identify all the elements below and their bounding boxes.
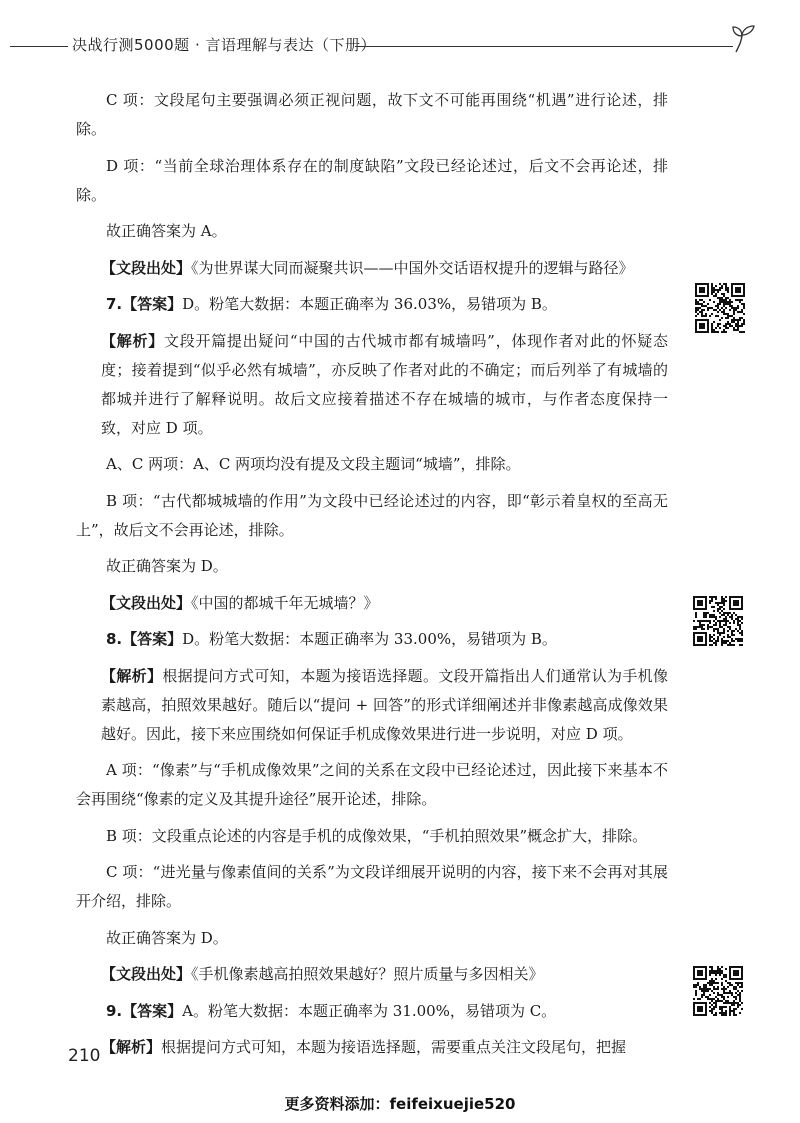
qr-code-icon[interactable] [693,596,743,646]
analysis-paragraph: 【解析】文段开篇提出疑问“中国的古代城市都有城墙吗”，体现作者对此的怀疑态度；接着提到“似乎必然有城墙”，亦反映了作者对此的不确定；而后列举了有城墙的都城并进行了解释说明。故后文应接着描述不存在城墙的城市，与作者态度保持一致，对应 D 项。 [101,331,668,437]
analysis-paragraph: 【解析】根据提问方式可知，本题为接语选择题，需要重点关注文段尾句，把握 [101,1038,627,1056]
source-label: 【文段出处】 [101,593,192,612]
source-line: 【文段出处】《为世界谋大同而凝聚共识——中国外交话语权提升的逻辑与路径》 [101,258,634,277]
paragraph: A、C 两项：A、C 两项均没有提及文段主题词“城墙”，排除。 [106,455,521,473]
answer-label: 7.【答案】 [106,295,183,313]
paragraph: 故正确答案为 D。 [106,928,228,947]
paragraph: C 项：文段尾句主要强调必须正视问题，故下文不可能再围绕“机遇”进行论述，排除。 [76,91,668,138]
source-label: 【文段出处】 [101,258,192,277]
paragraph: 故正确答案为 A。 [106,222,227,240]
header-title: 决战行测5000题 · 言语理解与表达（下册） [72,36,376,54]
paragraph: A 项：“像素”与“手机成像效果”之间的关系在文段中已经论述过，因此接下来基本不会再围绕“像素的定义及其提升途径”展开论述，排除。 [76,761,668,808]
answer-label: 8.【答案】 [106,630,183,648]
analysis-label: 【解析】 [101,331,164,350]
paragraph: B 项：“古代都城城墙的作用”为文段中已经论述过的内容，即“彰示着皇权的至高无上”，故后文不会再论述，排除。 [76,491,668,539]
answer-line: 7.【答案】D。粉笔大数据：本题正确率为 36.03%，易错项为 B。 [106,295,557,313]
analysis-label: 【解析】 [101,1038,162,1056]
answer-line: 9.【答案】A。粉笔大数据：本题正确率为 31.00%，易错项为 C。 [106,1001,557,1020]
paragraph: B 项：文段重点论述的内容是手机的成像效果，“手机拍照效果”概念扩大，排除。 [106,826,648,845]
paragraph: 故正确答案为 D。 [106,557,228,575]
paragraph: C 项：“进光量与像素值间的关系”为文段详细展开说明的内容，接下来不会再对其展开介绍，排除。 [76,863,668,910]
header-rule-left [10,46,68,47]
source-line: 【文段出处】《手机像素越高拍照效果越好？照片质量与多因相关》 [101,965,544,983]
page-number: 210 [68,1046,101,1066]
answer-line: 8.【答案】D。粉笔大数据：本题正确率为 33.00%，易错项为 B。 [106,630,557,648]
source-label: 【文段出处】 [101,965,192,983]
answer-label: 9.【答案】 [106,1001,183,1020]
source-line: 【文段出处】《中国的都城千年无城墙？》 [101,593,379,612]
page-body [76,86,668,1070]
qr-code-icon[interactable] [693,966,743,1016]
analysis-paragraph: 【解析】根据提问方式可知，本题为接语选择题。文段开篇指出人们通常认为手机像素越高，拍照效果越好。随后以“提问 + 回答”的形式详细阐述并非像素越高成像效果越好。因此，接下来应围绕如何保证手机成像效果进行进一步说明，对应 D 项。 [101,666,668,743]
header-rule-right [355,46,733,47]
qr-code-icon[interactable] [695,283,745,333]
paragraph: D 项：“当前全球治理体系存在的制度缺陷”文段已经论述过，后文不会再论述，排除。 [76,156,668,204]
footer-note: 更多资料添加：feifeixuejie520 [284,1095,516,1113]
analysis-label: 【解析】 [101,666,163,685]
running-header [0,30,800,60]
sprout-icon [730,24,758,54]
